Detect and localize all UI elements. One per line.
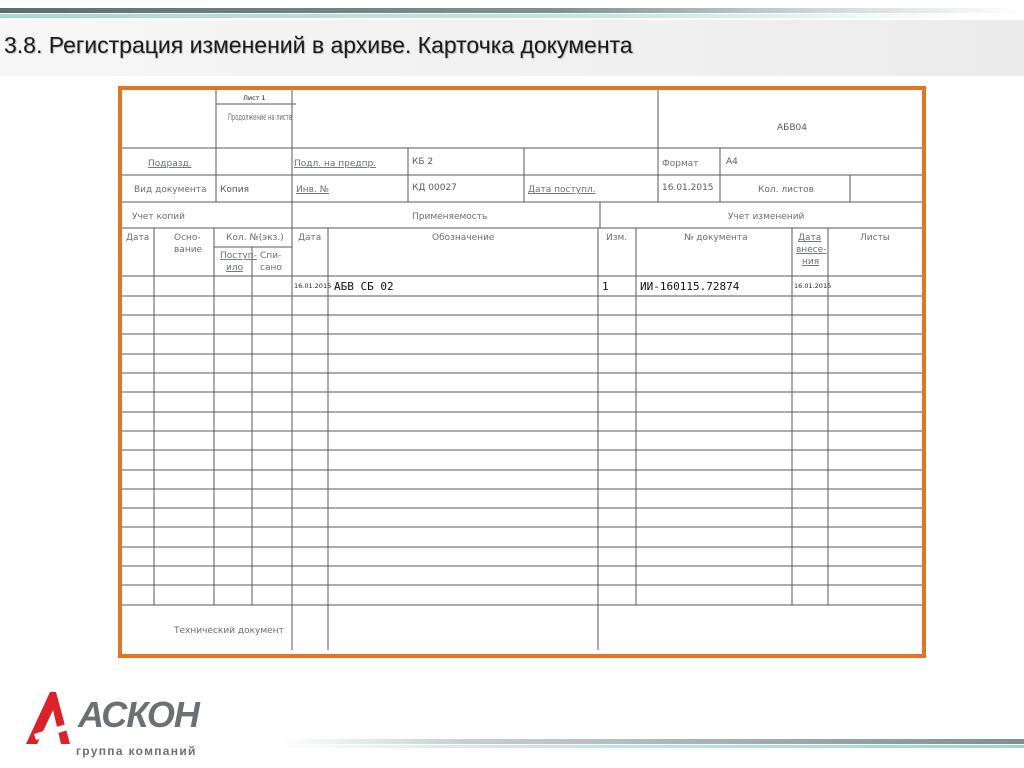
format-label: Формат [662,159,699,169]
col-basis-2: вание [174,245,203,255]
continuation-label-1: Продолжение на листе [228,113,293,123]
col-sheets: Листы [860,233,890,243]
row-designation: АБВ СБ 02 [334,280,394,293]
row-date-entered: 16.01.2015 [794,282,832,290]
col-date-entered-1: Дата [798,233,822,243]
col-written-off-1: Спи- [260,251,282,261]
sheets-count-label: Кол. листов [758,185,814,195]
askon-logo [20,690,220,762]
receipt-date-label: Дата поступл. [528,185,596,195]
applicability-section: Применяемость [412,212,488,222]
receipt-date-value: 16.01.2015 [662,183,714,193]
row-doc-number: ИИ-160115.72874 [640,280,740,293]
technical-document-label: Технический документ [174,626,284,636]
orig-subdiv-value: КБ 2 [412,157,434,167]
top-decor-bar [0,8,1024,13]
inv-label: Инв. № [296,185,330,195]
format-value: А4 [726,157,738,167]
col-date-entered-2: внесе- [796,245,827,255]
col-basis-1: Осно- [174,233,201,243]
doc-type-value: Копия [220,185,250,195]
top-decor-bar-accent [0,14,1024,18]
col-qty-copies: Кол. №(экз.) [226,233,284,243]
sheet-label: Лист 1 [243,94,266,102]
bottom-decor-bar-accent [280,745,1024,748]
col-date-entered-3: ния [802,257,820,267]
document-card-form [122,90,922,654]
inv-value: КД 00027 [412,183,457,193]
row-date: 16.01.2015 [294,282,332,290]
col-received-1: Поступ- [220,251,257,261]
col-date2: Дата [298,233,322,243]
designation-top: АБВ04 [777,123,807,133]
col-date: Дата [126,233,150,243]
row-change: 1 [602,280,609,293]
changes-section: Учет изменений [728,212,805,222]
col-designation: Обозначение [432,233,495,243]
copies-section: Учет копий [132,212,185,222]
subdivision-label: Подразд. [148,159,192,169]
slide-title: 3.8. Регистрация изменений в архиве. Карточка документа [4,32,633,58]
col-change: Изм. [606,233,628,243]
logo-name: АСКОН [78,694,199,735]
bottom-decor-bar [280,739,1024,744]
col-received-2: ило [226,263,244,273]
askon-logo-mark [20,690,80,746]
logo-subtitle: группа компаний [76,744,197,758]
orig-subdiv-label: Подл. на предпр. [294,159,377,169]
col-written-off-2: сано [260,263,282,273]
document-card [118,86,926,658]
col-doc-number: № документа [684,233,748,243]
doc-type-label: Вид документа [134,185,207,195]
